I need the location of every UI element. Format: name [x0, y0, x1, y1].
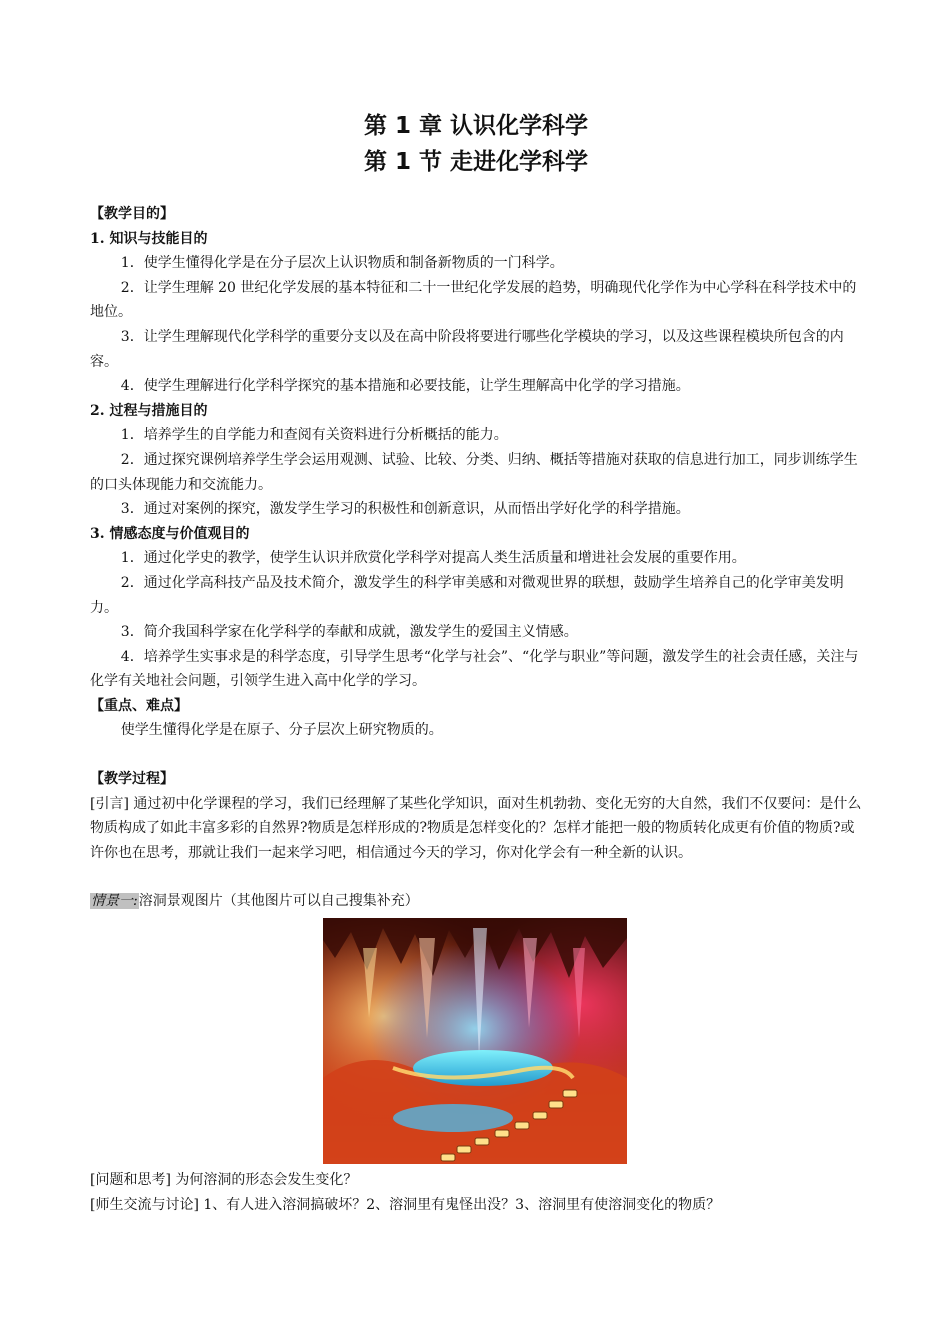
key-points-heading: 【重点、难点】	[90, 697, 188, 714]
process-intro: [引言] 通过初中化学课程的学习，我们已经理解了某些化学知识，面对生机勃勃、变化无穷的大自然，我们不仅要问：是什么物质构成了如此丰富多彩的自然界?物质是怎样形成的?物质是怎样变化的？怎样才能把一般的物质转化成更有价值的物质?或许你也在思考，那就让我们一起来学习吧，相信通过今天的学习，你对化学会有一种全新的认识。	[90, 795, 862, 861]
chapter-title: 第 1 章 认识化学科学	[363, 113, 589, 139]
objective-3-1: 1．通过化学史的教学，使学生认识并欣赏化学科学对提高人类生活质量和增进社会发展的重要作用。	[120, 550, 746, 567]
objective-3-3: 3．简介我国科学家在化学科学的奉献和成就，激发学生的爱国主义情感。	[120, 624, 578, 641]
key-points-text: 使学生懂得化学是在原子、分子层次上研究物质的。	[120, 722, 443, 739]
objective-1-3: 3．让学生理解现代化学科学的重要分支以及在高中阶段将要进行哪些化学模块的学习，以及这些课程模块所包含的内容。	[90, 328, 844, 370]
section-title: 第 1 节 走进化学科学	[363, 149, 589, 175]
discussion-line: [师生交流与讨论] 1、有人进入溶洞搞破坏？2、溶洞里有鬼怪出没？3、溶洞里有使溶洞变化的物质？	[90, 1196, 721, 1213]
spacer	[90, 865, 862, 889]
document-page	[90, 108, 862, 1217]
objective-2-1: 1．培养学生的自学能力和查阅有关资料进行分析概括的能力。	[120, 427, 508, 444]
objective-2-3: 3．通过对案例的探究，激发学生学习的积极性和创新意识，从而悟出学好化学的科学措施。	[120, 501, 690, 518]
scene-label: 情景一:	[91, 893, 138, 910]
objective-group-3-title: 3. 情感态度与价值观目的	[90, 525, 250, 542]
objective-group-1-title: 1. 知识与技能目的	[90, 230, 208, 247]
scene-text: 溶洞景观图片（其他图片可以自己搜集补充）	[138, 893, 419, 910]
objective-3-4: 4．培养学生实事求是的科学态度，引导学生思考“化学与社会”、“化学与职业”等问题，激发学生的社会责任感，关注与化学有关地社会问题，引领学生进入高中化学的学习。	[90, 648, 859, 690]
objective-group-2-title: 2. 过程与措施目的	[90, 402, 208, 419]
objective-3-2: 2．通过化学高科技产品及技术简介，激发学生的科学审美感和对微观世界的联想，鼓励学生培养自己的化学审美发明力。	[90, 574, 844, 616]
process-heading: 【教学过程】	[90, 771, 174, 788]
objective-1-1: 1．使学生懂得化学是在分子层次上认识物质和制备新物质的一门科学。	[120, 255, 564, 272]
objective-1-2: 2．让学生理解 20 世纪化学发展的基本特征和二十一世纪化学发展的趋势，明确现代化学作为中心学科在科学技术中的地位。	[90, 279, 857, 321]
objectives-heading: 【教学目的】	[90, 206, 174, 222]
question-line: [问题和思考] 为何溶洞的形态会发生变化？	[90, 1172, 358, 1189]
objective-1-4: 4．使学生理解进行化学科学探究的基本措施和必要技能，让学生理解高中化学的学习措施。	[120, 378, 690, 395]
spacer	[90, 743, 862, 767]
objective-2-2: 2．通过探究课例培养学生学会运用观测、试验、比较、分类、归纳、概括等措施对获取的信息进行加工，同步训练学生的口头体现能力和交流能力。	[90, 451, 858, 493]
karst-cave-image	[323, 918, 627, 1164]
scene-line	[90, 889, 862, 914]
